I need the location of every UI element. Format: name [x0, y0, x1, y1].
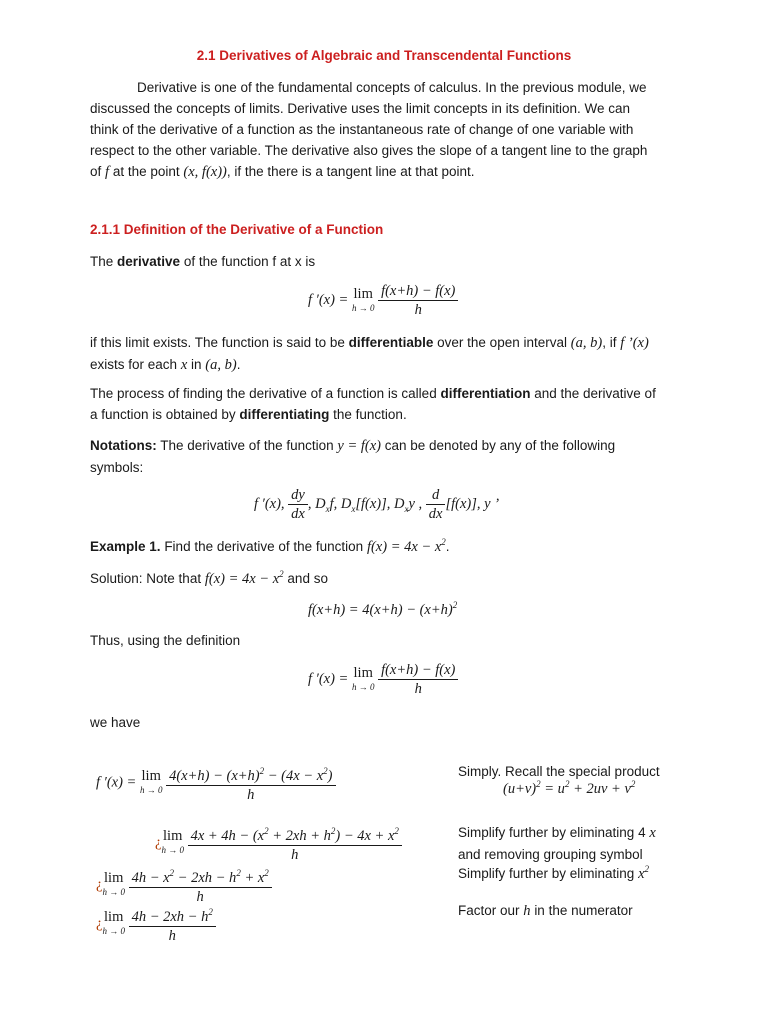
- paragraph-line: [90, 354, 690, 376]
- superscript: 2: [441, 537, 446, 547]
- fraction: [129, 864, 272, 906]
- paragraph-line: [90, 435, 690, 457]
- note-text: Simplify further by eliminating 4: [458, 825, 646, 840]
- notation-symbols: [254, 486, 499, 523]
- superscript: 2: [330, 826, 336, 836]
- math-part: + 2xh + h: [268, 827, 331, 844]
- note-text: Simplify further by eliminating: [458, 865, 635, 881]
- math-interval: (a, b): [205, 357, 237, 373]
- symbol: [f(x)], y ’: [445, 496, 500, 512]
- fraction: [378, 282, 458, 319]
- math-part: + x: [240, 869, 265, 886]
- subscript: x: [325, 503, 330, 514]
- step-1: [96, 762, 336, 804]
- superscript: 2: [259, 766, 265, 776]
- text: if this limit exists. The function is said to be: [90, 335, 345, 350]
- intro-text: , if the there is a tangent line at that point.: [226, 164, 475, 179]
- lim-sub: h → 0: [102, 886, 125, 897]
- lim-sub: h → 0: [139, 784, 163, 795]
- text: Solution: Note that: [90, 570, 202, 586]
- lim-word: lim: [163, 827, 183, 844]
- superscript: 2: [169, 868, 175, 878]
- math-f: f: [105, 164, 110, 180]
- formula-definition: [308, 282, 458, 319]
- fraction-denominator: dx: [291, 506, 305, 522]
- fraction-denominator: h: [168, 927, 176, 944]
- symbol: f ′(x),: [254, 496, 285, 512]
- math-interval: (a, b): [570, 335, 603, 351]
- note-text: Factor our: [458, 903, 520, 918]
- limit: [102, 871, 125, 899]
- note-4: [458, 903, 633, 920]
- math-function: [205, 571, 284, 587]
- we-have-line: we have: [90, 715, 141, 730]
- math-function: [367, 539, 446, 555]
- fraction-numerator: d: [426, 486, 446, 505]
- fraction-dydx: [288, 486, 308, 523]
- subsection-title: 2.1.1 Definition of the Derivative of a Function: [90, 222, 384, 237]
- bold-term: differentiation: [440, 386, 531, 401]
- note-math: [638, 866, 649, 882]
- paragraph-line: [90, 332, 690, 354]
- fraction-denominator: h: [196, 888, 204, 905]
- note-3: [458, 864, 649, 883]
- lim-sub: h → 0: [351, 681, 375, 692]
- note-line: [458, 822, 656, 844]
- intro-line: think of the derivative of a function as the instantaneous rate of change of one variable with: [90, 122, 634, 137]
- math-part: 4h − x: [131, 869, 170, 886]
- fraction: [129, 903, 216, 945]
- superscript: 2: [236, 868, 241, 878]
- fraction-numerator: dy: [288, 486, 308, 505]
- intro-paragraph: [90, 77, 680, 183]
- fraction-denominator: h: [414, 302, 422, 318]
- intro-line: Derivative is one of the fundamental concepts of calculus. In the previous module, we: [137, 80, 647, 95]
- lim-word: lim: [104, 869, 124, 886]
- symbol-part: y ,: [408, 495, 423, 512]
- fraction-denominator: dx: [428, 506, 443, 522]
- intro-line: respect to the other variable. The derivative also gives the slope of a tangent line to the graph: [90, 143, 648, 158]
- lim-word: lim: [141, 767, 161, 784]
- fraction-numerator: [129, 864, 272, 888]
- lim-word: lim: [104, 908, 124, 925]
- math-point: (x, f(x)): [183, 164, 227, 180]
- limit: [352, 666, 375, 694]
- text: a function is obtained by: [90, 407, 236, 422]
- text: can be denoted by any of the following: [384, 438, 616, 453]
- lim-word: lim: [353, 285, 373, 302]
- text: The process of finding the derivative of a function is called: [90, 386, 437, 401]
- lim-sub: h → 0: [161, 844, 184, 855]
- note-2: [458, 822, 656, 865]
- process-paragraph: [90, 383, 690, 425]
- superscript: 2: [630, 779, 636, 789]
- definition-line: [90, 254, 315, 269]
- formula-definition-repeat: [308, 661, 458, 698]
- superscript: 2: [452, 600, 458, 610]
- superscript: 2: [208, 907, 213, 917]
- paragraph-line: symbols:: [90, 460, 144, 475]
- math-part: = u: [540, 780, 565, 797]
- paragraph-line: [90, 404, 690, 425]
- inverted-question-mark: ¿: [155, 834, 162, 851]
- step-4: [96, 903, 216, 945]
- text: over the open interval: [437, 335, 567, 350]
- differentiable-paragraph: [90, 332, 690, 376]
- math-fprime: f ’(x): [620, 335, 649, 351]
- step-3: [96, 864, 272, 906]
- example-line: [90, 537, 450, 556]
- fraction-denominator: h: [247, 786, 255, 803]
- math-part: (u+v): [503, 780, 537, 797]
- subscript: x: [351, 503, 356, 514]
- math-part: f(x) = 4x − x: [204, 570, 280, 587]
- fraction-denominator: h: [291, 846, 299, 863]
- symbol-part: [f(x)], D: [355, 495, 405, 512]
- formula-lhs: f ′(x) =: [308, 292, 352, 308]
- text: Find the derivative of the function: [164, 538, 364, 554]
- superscript: 2: [264, 826, 269, 836]
- note-math: [458, 779, 660, 798]
- limit: [140, 769, 163, 797]
- formula-fxh: [308, 600, 457, 619]
- text: .: [445, 538, 450, 554]
- math-part: ) − 4x + x: [335, 827, 395, 844]
- math-part: 4h − 2xh − h: [131, 908, 209, 925]
- definition-text: of the function f at x is: [183, 254, 316, 269]
- math-part: f(x+h) = 4(x+h) − (x+h): [308, 601, 453, 618]
- superscript: 2: [394, 826, 399, 836]
- limit: [102, 910, 125, 938]
- fraction-numerator: f(x+h) − f(x): [378, 661, 458, 680]
- text: .: [236, 357, 241, 372]
- lim-sub: h → 0: [102, 925, 125, 936]
- inverted-question-mark: ¿: [96, 915, 103, 932]
- lim-word: lim: [353, 664, 373, 681]
- math-x: x: [649, 825, 656, 841]
- note-1: [458, 764, 660, 798]
- fraction-numerator: [129, 903, 216, 927]
- definition-text: The: [90, 254, 114, 269]
- fraction-numerator: [166, 762, 335, 786]
- superscript: 2: [323, 766, 328, 776]
- math-part: − 2xh − h: [174, 869, 237, 886]
- math-part: x: [638, 865, 645, 882]
- superscript: 2: [644, 864, 650, 874]
- formula-lhs: f ′(x) =: [96, 774, 140, 791]
- notations-label: Notations:: [90, 438, 157, 453]
- math-part: f(x) = 4x − x: [366, 538, 442, 555]
- inverted-question-mark: ¿: [96, 876, 103, 893]
- math-equation: y = f(x): [337, 438, 381, 454]
- intro-text: of: [90, 164, 102, 179]
- symbol-part: , D: [307, 495, 326, 512]
- note-text: Simply. Recall the special product: [458, 764, 660, 779]
- text: The derivative of the function: [160, 438, 334, 453]
- intro-line: discussed the concepts of limits. Derivative uses the limit concepts in its definition. We can: [90, 101, 630, 116]
- text: and the derivative of: [534, 386, 656, 401]
- lim-sub: h → 0: [351, 302, 375, 313]
- symbol: [308, 496, 422, 512]
- subscript: x: [404, 503, 409, 514]
- bold-term: differentiable: [348, 335, 434, 350]
- text: the function.: [333, 407, 407, 422]
- symbol-part: f, D: [329, 495, 352, 512]
- math-x: x: [180, 357, 188, 373]
- superscript: 2: [279, 569, 284, 579]
- text: exists for each: [90, 357, 178, 372]
- text: and so: [287, 570, 328, 586]
- fraction-denominator: h: [414, 681, 422, 697]
- limit: [161, 829, 184, 857]
- formula-lhs: f ′(x) =: [308, 671, 352, 687]
- fraction-numerator: f(x+h) − f(x): [378, 282, 458, 301]
- bold-term: differentiating: [239, 407, 330, 422]
- superscript: 2: [564, 779, 570, 789]
- limit: [352, 287, 375, 315]
- text: in: [191, 357, 202, 372]
- paragraph-line: [90, 383, 690, 404]
- fraction: [166, 762, 335, 804]
- intro-line: [90, 161, 680, 183]
- note-text: and removing grouping symbol: [458, 847, 643, 862]
- math-part: 4(x+h) − (x+h): [169, 767, 260, 784]
- math-part: 4x + 4h − (x: [190, 827, 265, 844]
- math-part: ): [327, 767, 333, 784]
- fraction: [188, 822, 402, 864]
- text: , if: [602, 335, 617, 350]
- fraction: [378, 661, 458, 698]
- solution-line: [90, 569, 328, 588]
- intro-text: at the point: [112, 164, 180, 179]
- thus-line: Thus, using the definition: [90, 633, 241, 648]
- definition-bold: derivative: [117, 254, 181, 269]
- superscript: 2: [264, 868, 269, 878]
- fraction-ddx: [426, 486, 446, 523]
- math-h: h: [523, 903, 531, 919]
- superscript: 2: [536, 779, 541, 789]
- fraction-numerator: [188, 822, 402, 846]
- math-part: + 2uv + v: [569, 780, 631, 797]
- note-text: in the numerator: [534, 903, 633, 918]
- section-title: 2.1 Derivatives of Algebraic and Transcendental Functions: [196, 48, 572, 63]
- step-2: [155, 822, 402, 864]
- example-label: Example 1.: [90, 538, 161, 554]
- math-part: − (4x − x: [264, 767, 324, 784]
- notations-paragraph: [90, 435, 690, 478]
